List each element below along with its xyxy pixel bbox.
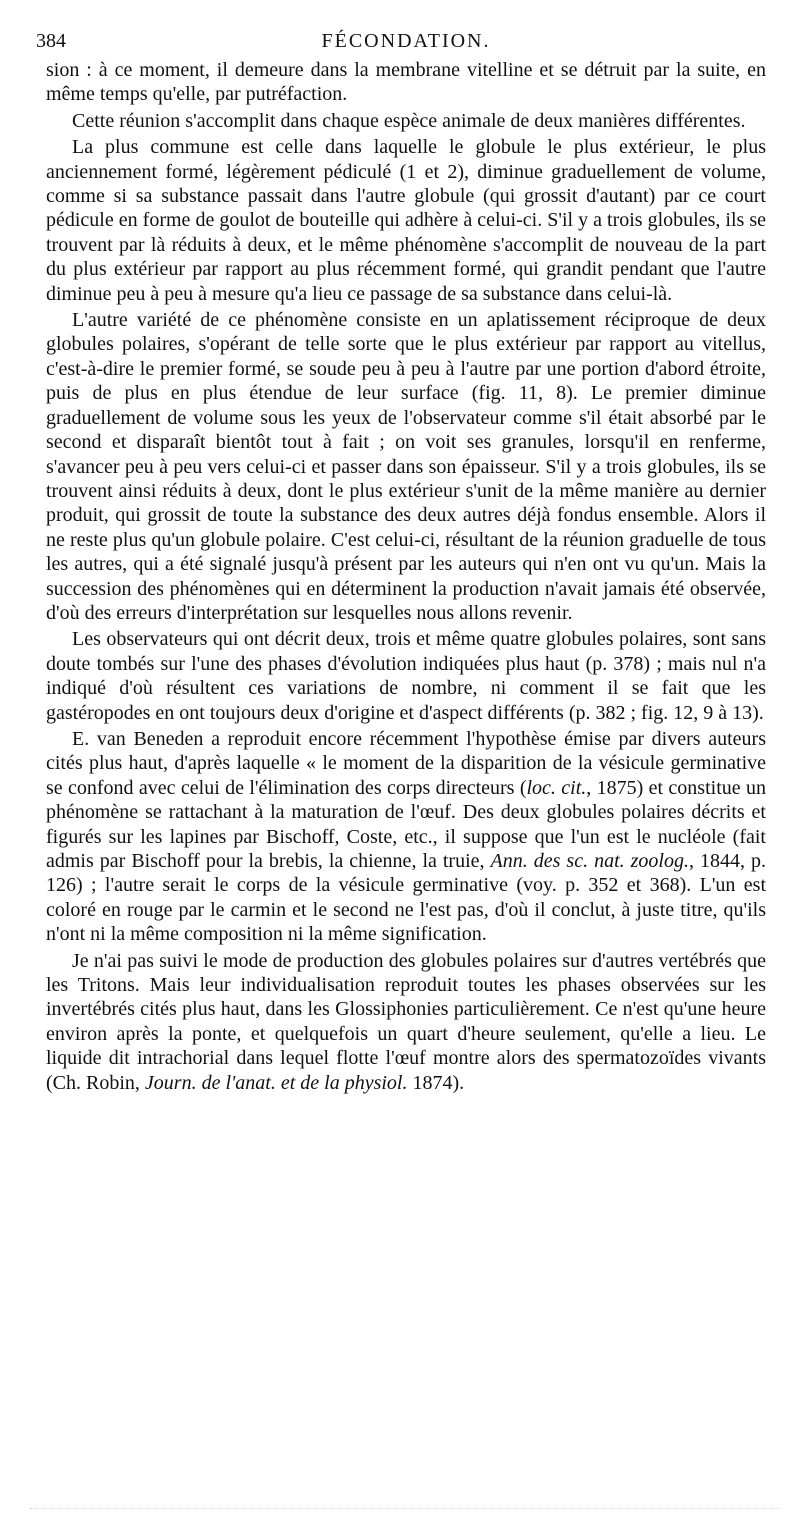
text-run: E. van Beneden a reproduit encore récemment l'hypothèse émise par divers auteurs cités plus haut, d'après laquelle « le moment de la disparition de la vésicule germinative se confond avec celui de l'élimination des corps directeurs ( (46, 727, 766, 799)
text-run: 1874). (407, 1071, 465, 1094)
text-run: , 1844, p. 126) ; l'autre serait le corps de la vésicule germinative (voy. p. 352 et 368). L'un est coloré en rouge par le carmin et le second ne l'est pas, d'où il conclut, à juste titre, qu'ils n'ont ni la même composition ni la même signification. (46, 850, 766, 946)
scan-edge-marks (30, 1508, 780, 1515)
text-run: La plus commune est celle dans laquelle le globule le plus extérieur, le plus anciennement formé, légèrement pédiculé (1 et 2), diminue graduellement de volume, comme si sa substance passait dans l'autre globule (qui grossit d'autant) par ce court pédicule en forme de goulot de bouteille qui adhère à celui-ci. S'il y a trois globules, ils se trouvent par là réduits à deux, et le même phénomène s'accomplit de nouveau de la part du plus extérieur par rapport au plus récemment formé, qui grandit pendant que l'autre diminue peu à peu à mesure qu'a lieu ce passage de sa substance dans celui-là. (46, 136, 766, 305)
italic-citation: Ann. des sc. nat. zoolog. (490, 850, 689, 872)
body-text (46, 58, 766, 1095)
italic-citation: loc. cit. (526, 776, 587, 799)
text-run: Cette réunion s'accomplit dans chaque espèce animale de deux manières différentes. (72, 109, 746, 132)
paragraph (46, 135, 766, 306)
text-run: Les observateurs qui ont décrit deux, trois et même quatre globules polaires, sont sans doute tombés sur l'une des phases d'évolution indiquées plus haut (p. 378) ; mais nul n'a indiqué d'où résultent ces variations de nombre, ni comment il se fait que les gastéropodes en ont toujours deux d'origine et d'aspect différents (p. 382 ; fig. 12, 9 à 13). (46, 628, 766, 724)
page-header (36, 24, 766, 58)
paragraph (46, 727, 766, 947)
paragraph (46, 58, 766, 107)
running-title: FÉCONDATION. (321, 30, 491, 52)
paragraph (46, 949, 766, 1095)
italic-citation: Journ. de l'anat. et de la physiol. (144, 1071, 408, 1094)
page-number: 384 (36, 30, 66, 52)
paragraph (46, 308, 766, 625)
text-run: sion : à ce moment, il demeure dans la membrane vitelline et se détruit par la suite, en même temps qu'elle, par putréfaction. (46, 59, 766, 106)
text-run: , 1875) et constitue un phénomène se rattachant à la maturation de l'œuf. Des deux globules polaires décrits et figurés sur les lapines par Bischoff, Coste, etc., il suppose que l'un est le nucléole (fait admis par Bischoff pour la brebis, la chienne, la truie, (46, 776, 766, 872)
text-run: Je n'ai pas suivi le mode de production des globules polaires sur d'autres vertébrés que les Tritons. Mais leur individualisation reproduit toutes les phases observées sur les invertébrés cités plus haut, dans les Glossiphonies particulièrement. Ce n'est qu'une heure environ après la ponte, et quelquefois un quart d'heure seulement, qu'elle a lieu. Le liquide dit intrachorial dans lequel flotte l'œuf montre alors des spermatozoïdes vivants (Ch. Robin, (46, 949, 766, 1094)
text-run: L'autre variété de ce phénomène consiste en un aplatissement réciproque de deux globules polaires, s'opérant de telle sorte que le plus extérieur par rapport au vitellus, c'est-à-dire le premier formé, se soude peu à peu à l'autre par une portion d'abord étroite, puis de plus en plus étendue de leur surface (fig. 11, 8). Le premier diminue graduellement de volume sous les yeux de l'observateur comme s'il était absorbé par le second et disparaît bientôt tout à fait ; on voit ses granules, lorsqu'il en renferme, s'avancer peu à peu vers celui-ci et passer dans son épaisseur. S'il y a trois globules, ils se trouvent ainsi réduits à deux, dont le plus extérieur s'unit de la même manière au dernier produit, qui grossit de toute la substance des deux autres déjà fondus ensemble. Alors il ne reste plus qu'un globule polaire. C'est celui-ci, résultant de la réunion graduelle de tous les autres, qui a été signalé jusqu'à présent par les auteurs qui n'en ont vu qu'un. Mais la succession des phénomènes qui en déterminent la production n'avait jamais été observée, d'où des erreurs d'interprétation sur lesquelles nous allons revenir. (46, 309, 766, 624)
paragraph (46, 627, 766, 725)
paragraph (46, 109, 766, 133)
